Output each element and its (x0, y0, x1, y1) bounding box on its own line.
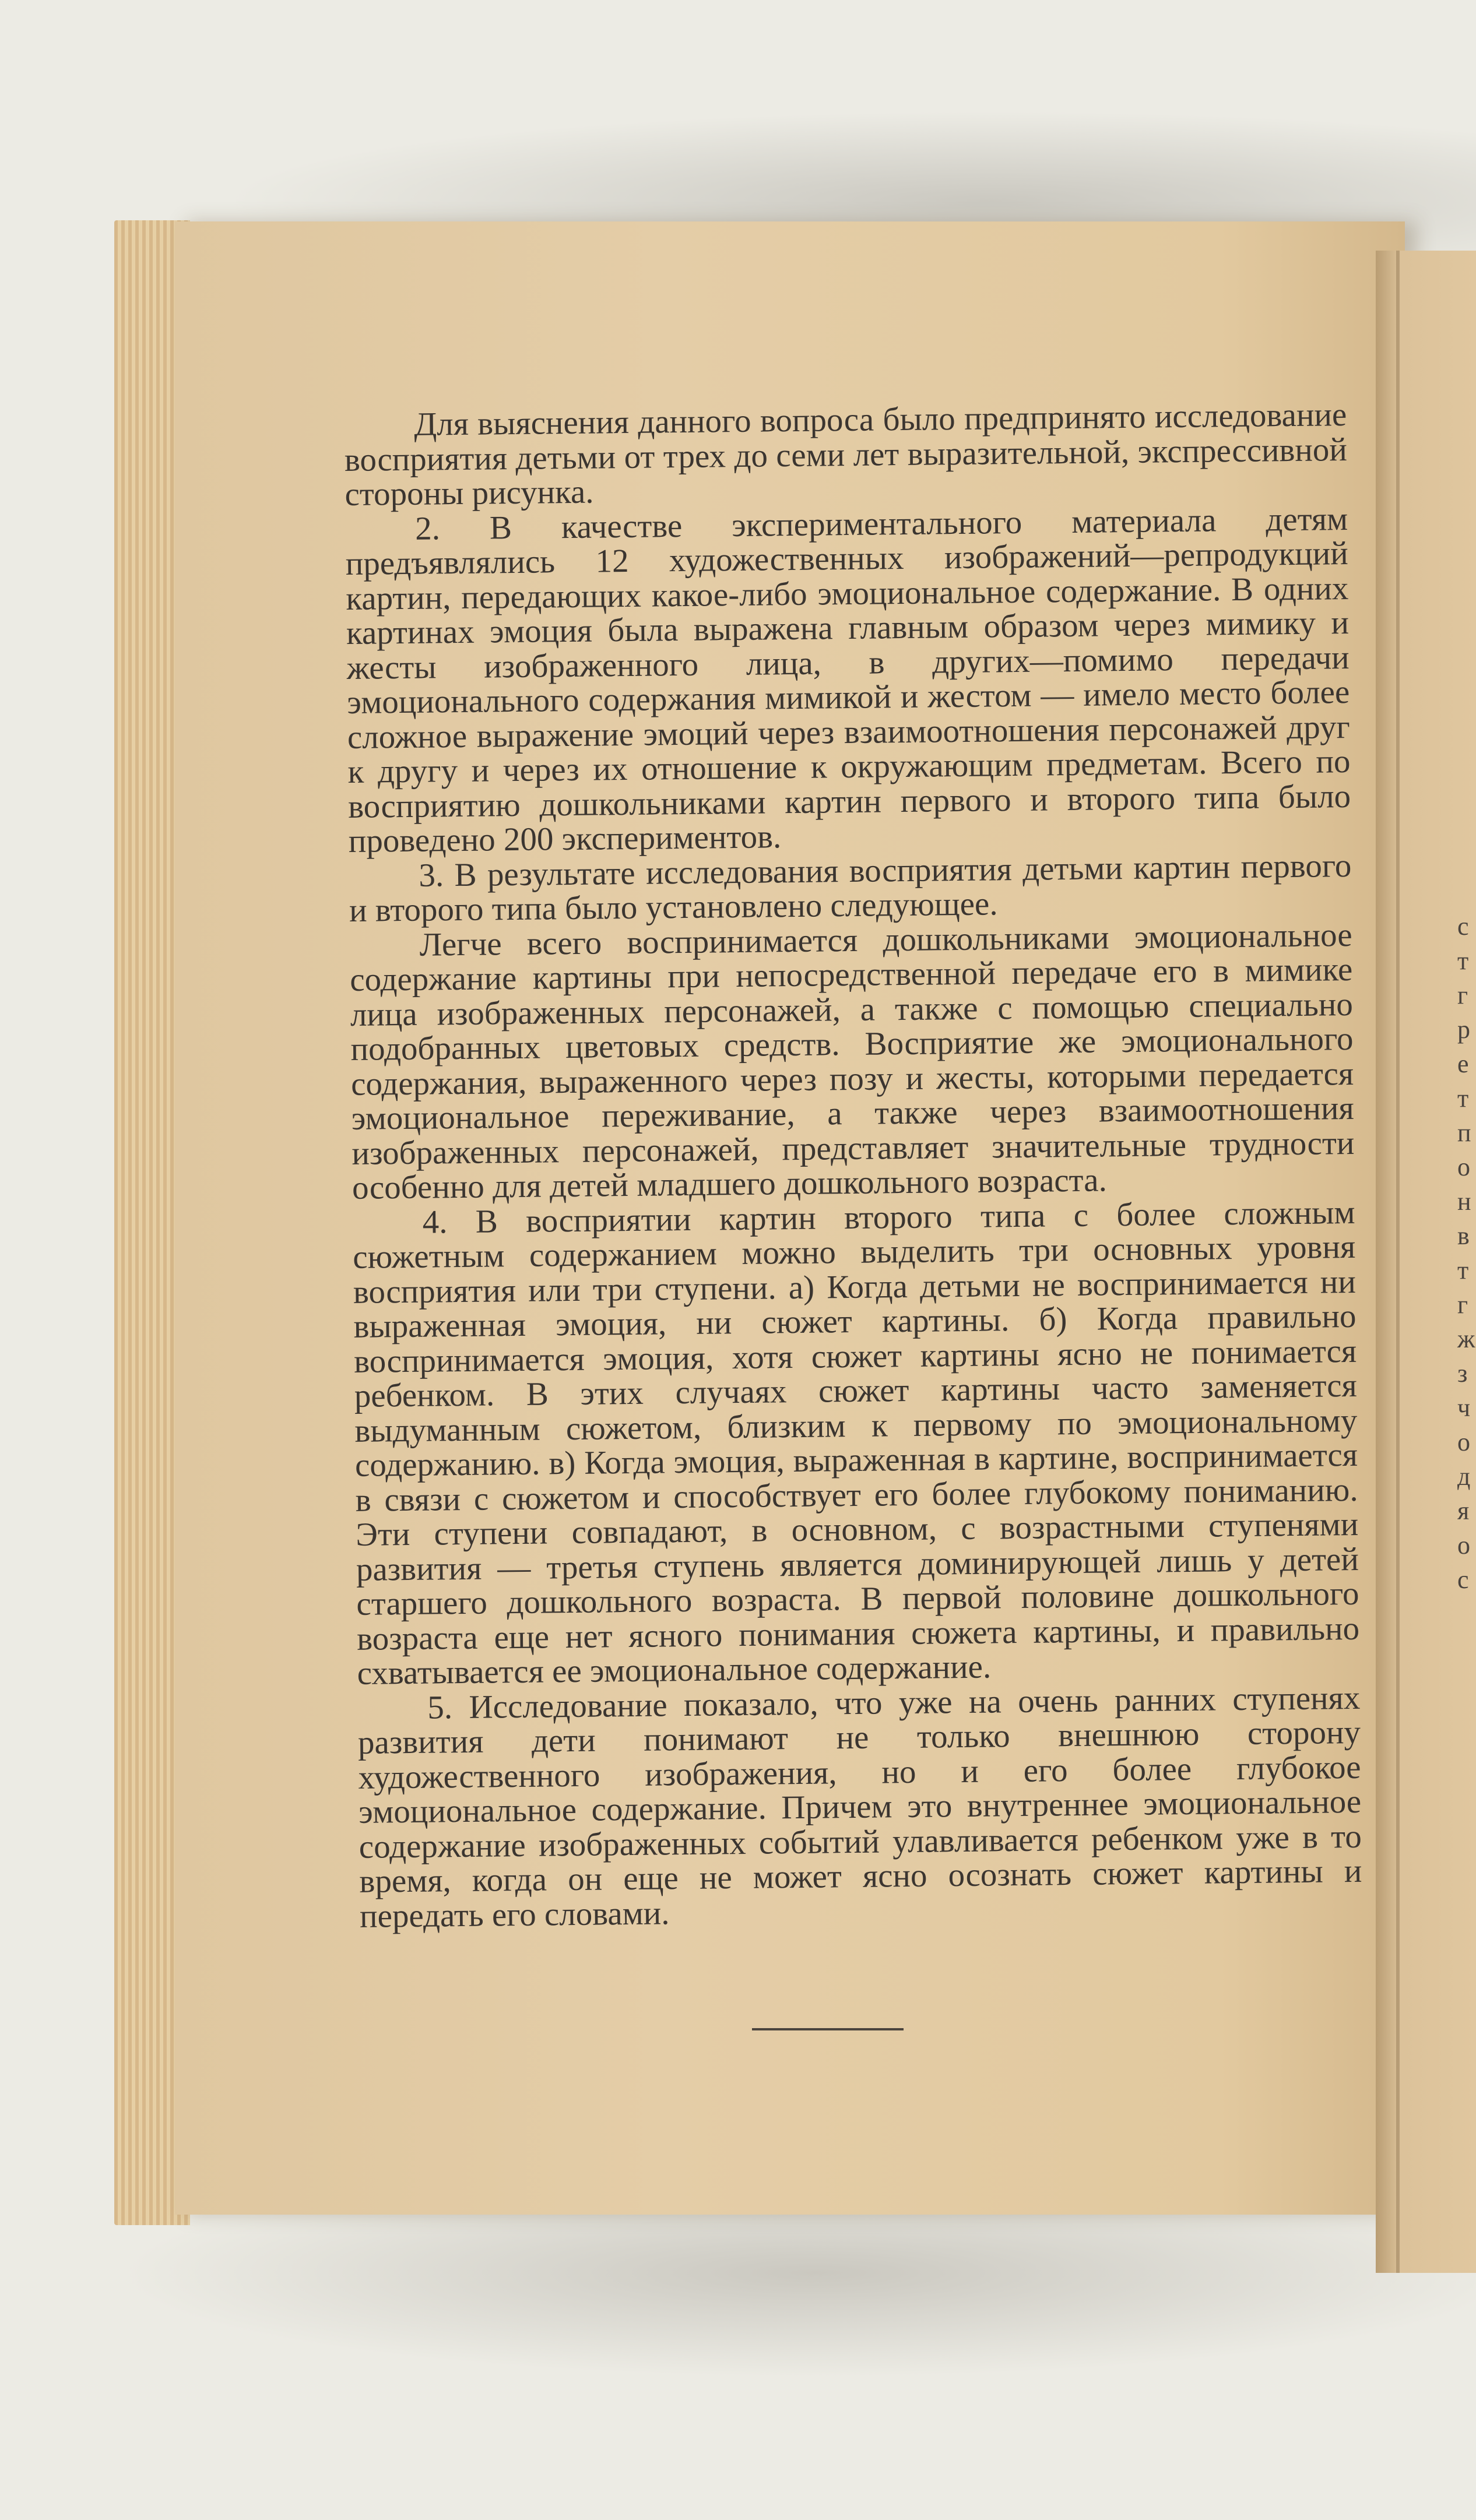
fragment-letter: с (1457, 1565, 1469, 1594)
page-body-text (344, 397, 1362, 1934)
fragment-letter: г (1457, 981, 1468, 1009)
paragraph-3: 3. В результате исследования восприятия детьми картин первого и второго типа было установлено следующее. (349, 847, 1352, 929)
paragraph-intro: Для выяснения данного вопроса было предпринято исследование восприятия детьми от трех до семи лет выразительной, экспрессивной стороны рисунка. (344, 396, 1348, 513)
fragment-letter: н (1457, 1187, 1471, 1216)
fragment-letter: д (1457, 1462, 1471, 1491)
fragment-letter: я (1457, 1497, 1470, 1525)
paragraph-4: 4. В восприятии картин второго типа с более сложным сюжетным содержанием можно выделить три основных уровня восприятия или три ступени. а) Когда детьми не воспринимается ни выраженная эмоция, ни сюжет картины. б) Когда правильно воспринимается эмоция, хотя сюжет картины ясно не понимается ребенком. В этих случаях сюжет картины часто заменяется выдуманным сюжетом, близким к первому по эмоциональному содержанию. в) Когда эмоция, выраженная в картине, воспринимается в связи с сюжетом и способствует его более глубокому пониманию. Эти ступени совпадают, в основном, с возрастными ступенями развития — третья ступень является доминирующей лишь у детей старшего дошкольного возраста. В первой половине дошкольного возраста еще нет ясного понимания сюжета картины, и правильно схватывается ее эмоциональное содержание. (352, 1194, 1360, 1692)
fragment-letter: ж (1457, 1325, 1475, 1353)
fragment-letter: п (1457, 1118, 1471, 1147)
fragment-letter: о (1457, 1428, 1470, 1456)
fragment-letter: о (1457, 1531, 1470, 1560)
book-gutter (1396, 251, 1400, 2273)
background-shadow-bottom (117, 2203, 1476, 2378)
fragment-letter: с (1457, 912, 1469, 941)
fragment-letter: р (1457, 1015, 1470, 1044)
fragment-letter: т (1457, 1084, 1469, 1113)
fragment-letter: ч (1457, 1393, 1471, 1422)
fragment-letter: з (1457, 1359, 1468, 1388)
end-rule (752, 2028, 904, 2030)
paragraph-5: 5. Исследование показало, что уже на очень ранних ступенях развития дети понимают не только внешнюю сторону художественного изображения, но и его более глубокое эмоциональное содержание. Причем это внутреннее эмоциональное содержание изображенных событий улавливается ребенком уже в то время, когда он еще не может ясно осознать сюжет картины и передать его словами. (357, 1679, 1362, 1935)
next-page-text-fragments (1457, 909, 1476, 1597)
fragment-letter: т (1457, 1256, 1469, 1284)
paragraph-2: 2. В качестве экспериментального материала детям предъявлялись 12 художественных изображений—репродукций картин, передающих какое-либо эмоциональное содержание. В одних картинах эмоция была выражена главным образом через мимику и жесты изображенного лица, в других—помимо передачи эмоционального содержания мимикой и жестом — имело место более сложное выражение эмоций через взаимоотношения персонажей друг к другу и через их отношение к окружающим предметам. Всего по восприятию дошкольниками картин первого и второго типа было проведено 200 экспериментов. (345, 500, 1351, 860)
fragment-letter: е (1457, 1050, 1469, 1078)
fragment-letter: в (1457, 1222, 1470, 1250)
fragment-letter: г (1457, 1290, 1468, 1319)
fragment-letter: т (1457, 946, 1469, 975)
fragment-letter: о (1457, 1153, 1470, 1181)
paragraph-3-continued: Легче всего воспринимается дошкольниками эмоциональное содержание картины при непосредственной передаче его в мимике лица изображенных персонажей, а также с помощью специально подобранных цветовых средств. Восприятие же эмоционального содержания, выраженного через позу и жесты, которыми передается эмоциональное переживание, а также через взаимоотношения изображенных персонажей, представляет значительные трудности особенно для детей младшего дошкольного возраста. (349, 916, 1355, 1206)
